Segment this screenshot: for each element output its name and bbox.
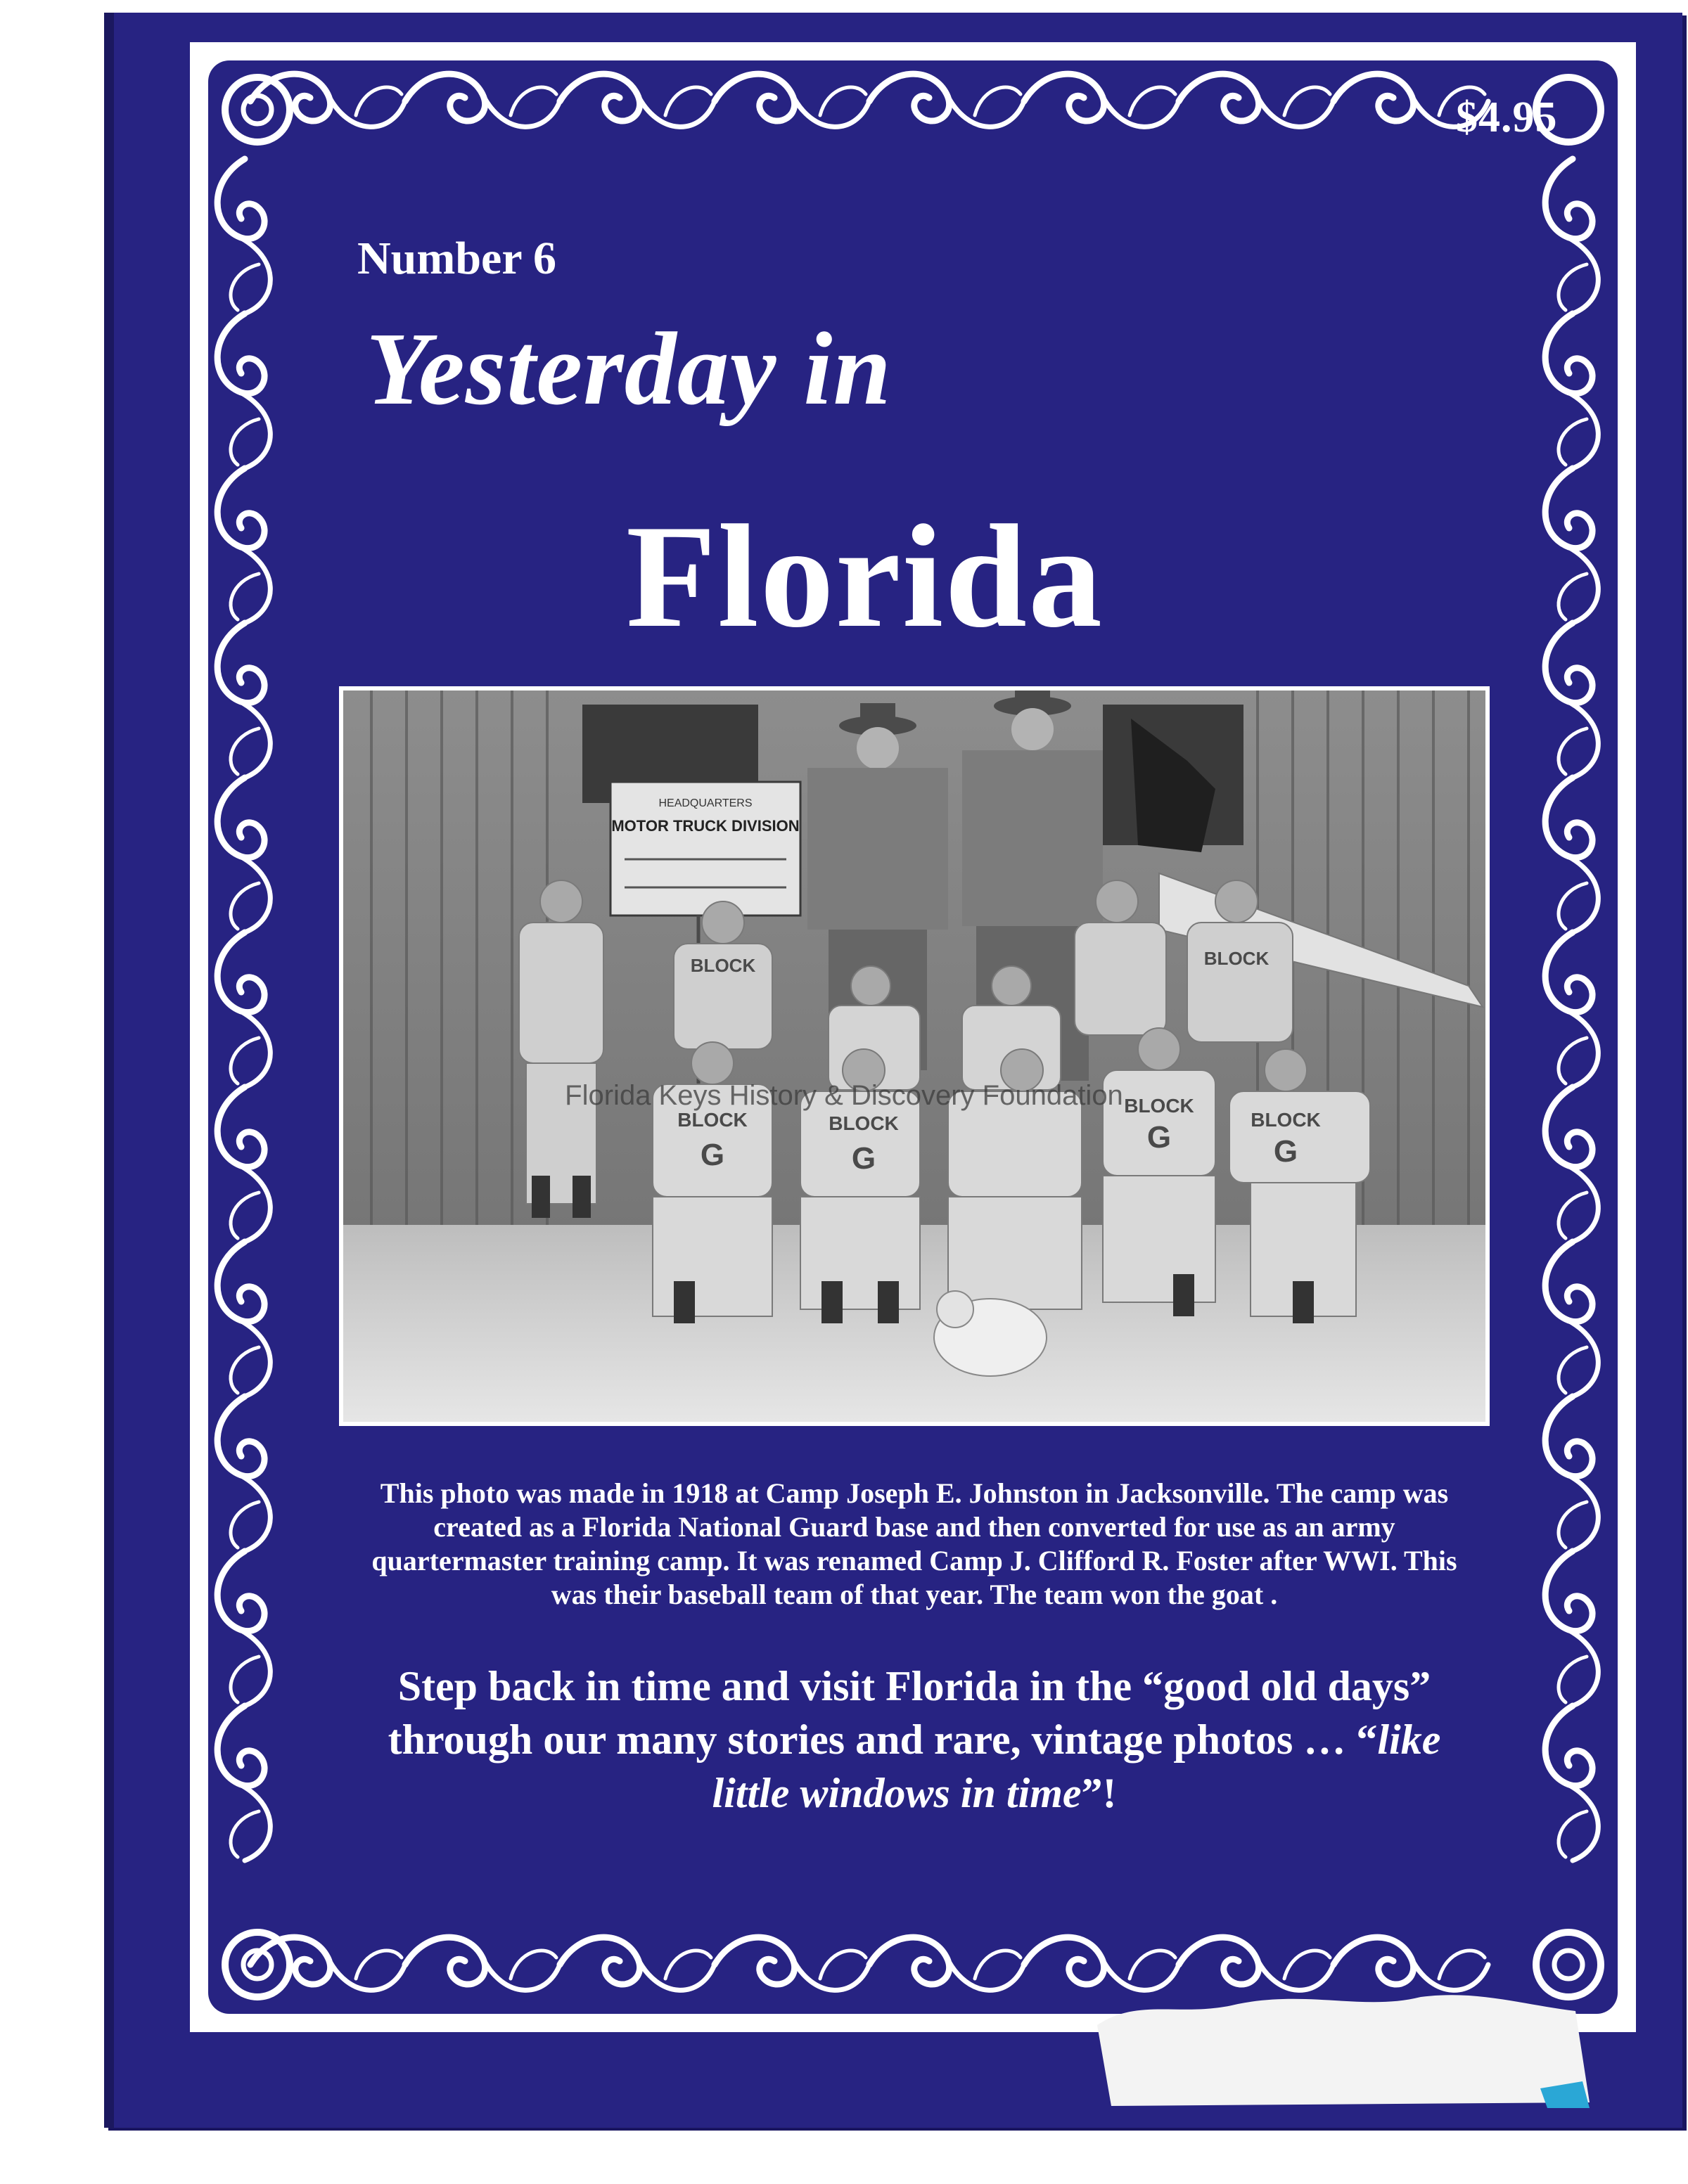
jersey-text-1: BLOCK	[677, 1109, 748, 1131]
jersey-letter-3: G	[1146, 1120, 1172, 1155]
watermark: Florida Keys History & Discovery Foundation	[565, 1080, 1123, 1111]
photo-caption: This photo was made in 1918 at Camp Joseph E. Johnston in Jacksonville. The camp was created as a Florida National Guard base and then converted for use as an army quartermaster training camp. It was renamed Camp J. Clifford R. Foster after WWI. This was their baseball team of that year. The team won the goat .	[371, 1477, 1457, 1610]
photo-image	[343, 690, 1485, 1422]
torn-label-damage	[1097, 1983, 1604, 2109]
sign-division-text: MOTOR TRUCK DIVISION	[611, 817, 800, 835]
tagline-end-text: ”!	[1081, 1770, 1117, 1816]
jersey-text-3: BLOCK	[1124, 1095, 1194, 1117]
jersey-text-5: BLOCK	[690, 955, 756, 976]
jersey-letter-2: G	[851, 1141, 876, 1176]
cover-tagline	[380, 1659, 1449, 1820]
magazine-title-line2: Florida	[626, 495, 1104, 658]
tagline-italic-text: like little windows in time	[712, 1716, 1441, 1816]
jersey-letter-4: G	[1273, 1134, 1298, 1169]
issue-number: Number 6	[357, 233, 556, 284]
jersey-text-4: BLOCK	[1251, 1109, 1321, 1131]
jersey-text-6: BLOCK	[1203, 948, 1270, 969]
team-photograph	[339, 686, 1490, 1426]
magazine-title-line1: Yesterday in	[366, 311, 892, 427]
cover-price: $4.95	[1456, 94, 1558, 141]
jersey-letter-1: G	[700, 1138, 725, 1172]
cover-spine-edge	[104, 13, 114, 2128]
jersey-text-2: BLOCK	[829, 1112, 899, 1134]
tagline-main-text: Step back in time and visit Florida in the “good old days” through our many stories and rare, vintage photos … “	[388, 1663, 1431, 1763]
sign-headquarters-text: HEADQUARTERS	[658, 797, 753, 809]
